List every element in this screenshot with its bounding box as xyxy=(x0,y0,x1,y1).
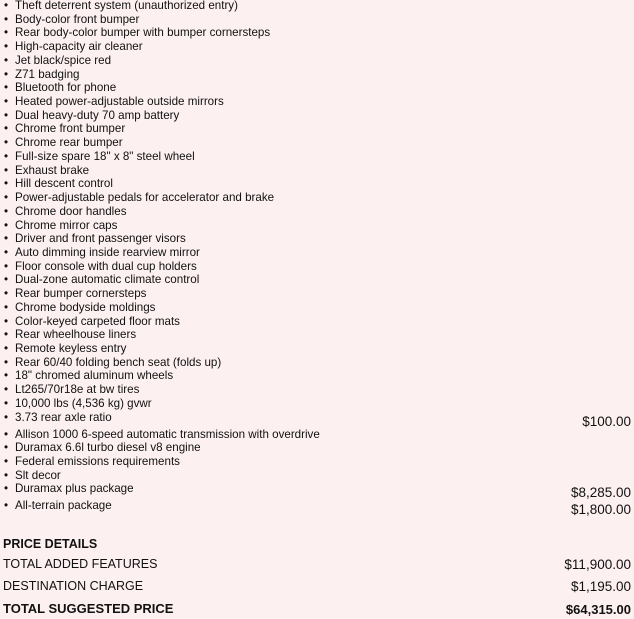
feature-item xyxy=(0,205,634,219)
bullet-icon: • xyxy=(4,273,9,287)
bullet-icon: • xyxy=(4,427,9,441)
feature-name: Allison 1000 6-speed automatic transmission with overdrive xyxy=(15,427,320,441)
feature-item xyxy=(0,54,634,68)
feature-name: Floor console with dual cup holders xyxy=(15,259,197,273)
feature-item xyxy=(0,219,634,233)
bullet-icon: • xyxy=(4,53,9,67)
feature-name: Heated power-adjustable outside mirrors xyxy=(15,95,224,109)
bullet-icon: • xyxy=(4,468,9,482)
bullet-icon: • xyxy=(4,12,9,26)
feature-item xyxy=(0,109,634,123)
feature-item xyxy=(0,287,634,301)
feature-item xyxy=(0,273,634,287)
feature-price: $1,800.00 xyxy=(570,502,631,518)
feature-name: Chrome rear bumper xyxy=(15,136,123,150)
bullet-icon: • xyxy=(4,218,9,232)
feature-name: Slt decor xyxy=(15,468,61,482)
feature-item xyxy=(0,81,634,95)
bullet-icon: • xyxy=(4,81,9,95)
total-added-features-label: TOTAL ADDED FEATURES xyxy=(3,557,158,571)
feature-item xyxy=(0,0,634,13)
bullet-icon: • xyxy=(4,328,9,342)
feature-name: Jet black/spice red xyxy=(15,53,112,67)
feature-name: Chrome mirror caps xyxy=(15,218,118,232)
feature-name: Dual-zone automatic climate control xyxy=(15,273,200,287)
feature-name: 3.73 rear axle ratio xyxy=(15,410,112,424)
bullet-icon: • xyxy=(4,67,9,81)
feature-item xyxy=(0,26,634,40)
feature-item xyxy=(0,260,634,274)
feature-item xyxy=(0,383,634,397)
feature-name: Exhaust brake xyxy=(15,163,90,177)
feature-item xyxy=(0,356,634,370)
feature-item xyxy=(0,428,634,442)
bullet-icon: • xyxy=(4,232,9,246)
feature-item xyxy=(0,441,634,455)
feature-name: Auto dimming inside rearview mirror xyxy=(15,245,200,259)
feature-price: $100.00 xyxy=(582,413,631,429)
feature-item xyxy=(0,164,634,178)
feature-name: Federal emissions requirements xyxy=(15,455,180,468)
feature-name: Chrome front bumper xyxy=(15,122,126,136)
bullet-icon: • xyxy=(4,441,9,455)
feature-name: Bluetooth for phone xyxy=(15,81,117,95)
feature-item xyxy=(0,136,634,150)
feature-item xyxy=(0,191,634,205)
bullet-icon: • xyxy=(4,369,9,383)
bullet-icon: • xyxy=(4,245,9,259)
feature-name: Lt265/70r18e at bw tires xyxy=(15,383,140,397)
bullet-icon: • xyxy=(4,341,9,355)
feature-name: Duramax plus package xyxy=(15,482,134,496)
bullet-icon: • xyxy=(4,287,9,301)
destination-charge-row xyxy=(0,578,634,596)
bullet-icon: • xyxy=(4,177,9,191)
bullet-icon: • xyxy=(4,355,9,369)
feature-name: Driver and front passenger visors xyxy=(15,232,186,246)
feature-item xyxy=(0,232,634,246)
bullet-icon: • xyxy=(4,396,9,410)
total-suggested-price-label: TOTAL SUGGESTED PRICE xyxy=(3,601,174,616)
bullet-icon: • xyxy=(4,499,9,513)
feature-item xyxy=(0,342,634,356)
bullet-icon: • xyxy=(4,314,9,328)
feature-item xyxy=(0,95,634,109)
feature-name: Z71 badging xyxy=(15,67,80,81)
total-added-features-row xyxy=(0,556,634,574)
feature-item xyxy=(0,122,634,136)
feature-name: Power-adjustable pedals for accelerator and brake xyxy=(15,191,275,205)
feature-name: 10,000 lbs (4,536 kg) gvwr xyxy=(15,396,152,410)
bullet-icon: • xyxy=(4,122,9,136)
feature-item xyxy=(0,482,634,499)
feature-item xyxy=(0,13,634,27)
bullet-icon: • xyxy=(4,204,9,218)
feature-name: Rear body-color bumper with bumper cornersteps xyxy=(15,26,271,40)
bullet-icon: • xyxy=(4,163,9,177)
bullet-icon: • xyxy=(4,149,9,163)
bullet-icon: • xyxy=(4,259,9,273)
total-suggested-price-row xyxy=(0,601,634,619)
feature-item xyxy=(0,177,634,191)
total-suggested-price-value: $64,315.00 xyxy=(565,602,631,617)
destination-charge-value: $1,195.00 xyxy=(570,579,631,594)
bullet-icon: • xyxy=(4,136,9,150)
bullet-icon: • xyxy=(4,40,9,54)
bullet-icon: • xyxy=(4,383,9,397)
feature-name: Rear bumper cornersteps xyxy=(15,287,147,301)
bullet-icon: • xyxy=(4,482,9,496)
feature-item xyxy=(0,68,634,82)
feature-item xyxy=(0,315,634,329)
price-details-heading: PRICE DETAILS xyxy=(3,537,98,551)
feature-item xyxy=(0,150,634,164)
bullet-icon: • xyxy=(4,410,9,424)
feature-item xyxy=(0,397,634,411)
feature-item xyxy=(0,469,634,483)
feature-name: 18" chromed aluminum wheels xyxy=(15,369,174,383)
feature-item xyxy=(0,40,634,54)
feature-item xyxy=(0,455,634,469)
feature-item xyxy=(0,369,634,383)
bullet-icon: • xyxy=(4,300,9,314)
feature-name: Full-size spare 18" x 8" steel wheel xyxy=(15,149,195,163)
feature-name: Dual heavy-duty 70 amp battery xyxy=(15,108,180,122)
feature-name: Duramax 6.6l turbo diesel v8 engine xyxy=(15,441,201,455)
feature-item xyxy=(0,301,634,315)
feature-item xyxy=(0,246,634,260)
feature-item xyxy=(0,411,634,428)
feature-name: Theft deterrent system (unauthorized entry) xyxy=(15,0,238,12)
feature-name: Hill descent control xyxy=(15,177,113,191)
feature-name: Rear 60/40 folding bench seat (folds up) xyxy=(15,355,222,369)
bullet-icon: • xyxy=(4,95,9,109)
feature-name: Rear wheelhouse liners xyxy=(15,328,137,342)
feature-name: Chrome door handles xyxy=(15,204,127,218)
feature-name: Body-color front bumper xyxy=(15,12,140,26)
feature-name: High-capacity air cleaner xyxy=(15,40,143,54)
bullet-icon: • xyxy=(4,26,9,40)
feature-name: Color-keyed carpeted floor mats xyxy=(15,314,180,328)
feature-name: Remote keyless entry xyxy=(15,341,127,355)
feature-item xyxy=(0,499,634,516)
feature-price: $8,285.00 xyxy=(570,485,631,501)
total-added-features-value: $11,900.00 xyxy=(564,557,631,572)
feature-name: All-terrain package xyxy=(15,499,112,513)
feature-name: Chrome bodyside moldings xyxy=(15,300,156,314)
destination-charge-label: DESTINATION CHARGE xyxy=(3,579,144,593)
bullet-icon: • xyxy=(4,191,9,205)
bullet-icon: • xyxy=(4,0,9,12)
feature-item xyxy=(0,328,634,342)
bullet-icon: • xyxy=(4,108,9,122)
bullet-icon: • xyxy=(4,455,9,468)
